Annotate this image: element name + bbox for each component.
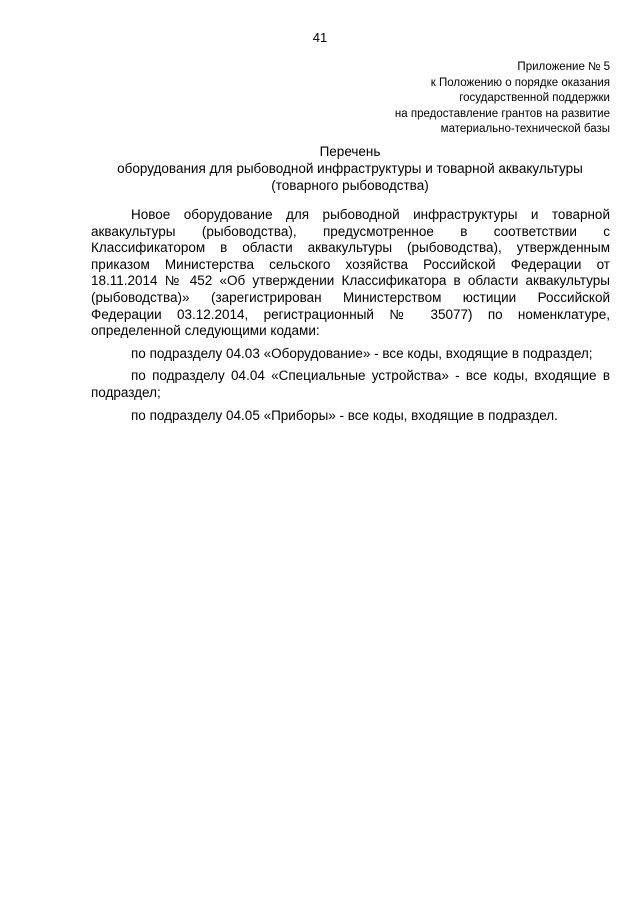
title-line: (товарного рыбоводства)	[271, 178, 429, 193]
appendix-line: государственной поддержки	[459, 92, 610, 104]
title-line: оборудования для рыбоводной инфраструктуры и товарной аквакультуры	[117, 161, 583, 176]
body-paragraph: по подразделу 04.03 «Оборудование» - все коды, входящие в подраздел;	[131, 345, 593, 361]
document-title	[60, 143, 640, 194]
appendix-line: к Положению о порядке оказания	[430, 76, 610, 89]
appendix-line: Приложение № 5	[517, 61, 610, 73]
body-paragraph: Новое оборудование для рыбоводной инфраструктуры и товарной аквакультуры (рыбоводства), предусмотренное в соответствии с Классификатором в области аквакультуры (рыбоводства), утвержденным приказом Министерства сельского хозяйства Российской Федерации от 18.11.2014 № 452 «Об утверждении Классификатора в области аквакультуры (рыбоводства)» (зарегистрирован Министерством юстиции Российской Федерации 03.12.2014, регистрационный № 35077) по номенклатуре, определенной следующими кодами:	[91, 207, 610, 339]
body-paragraph: по подразделу 04.04 «Специальные устройства» - все коды, входящие в подраздел;	[91, 368, 610, 400]
page-number: 41	[312, 30, 328, 45]
appendix-line: материально-технической базы	[440, 123, 610, 135]
document-body	[91, 207, 610, 424]
appendix-header	[310, 60, 610, 138]
title-line: Перечень	[319, 144, 381, 159]
appendix-line: на предоставление грантов на развитие	[394, 107, 610, 120]
body-paragraph: по подразделу 04.05 «Приборы» - все коды, входящие в подраздел.	[131, 407, 558, 423]
